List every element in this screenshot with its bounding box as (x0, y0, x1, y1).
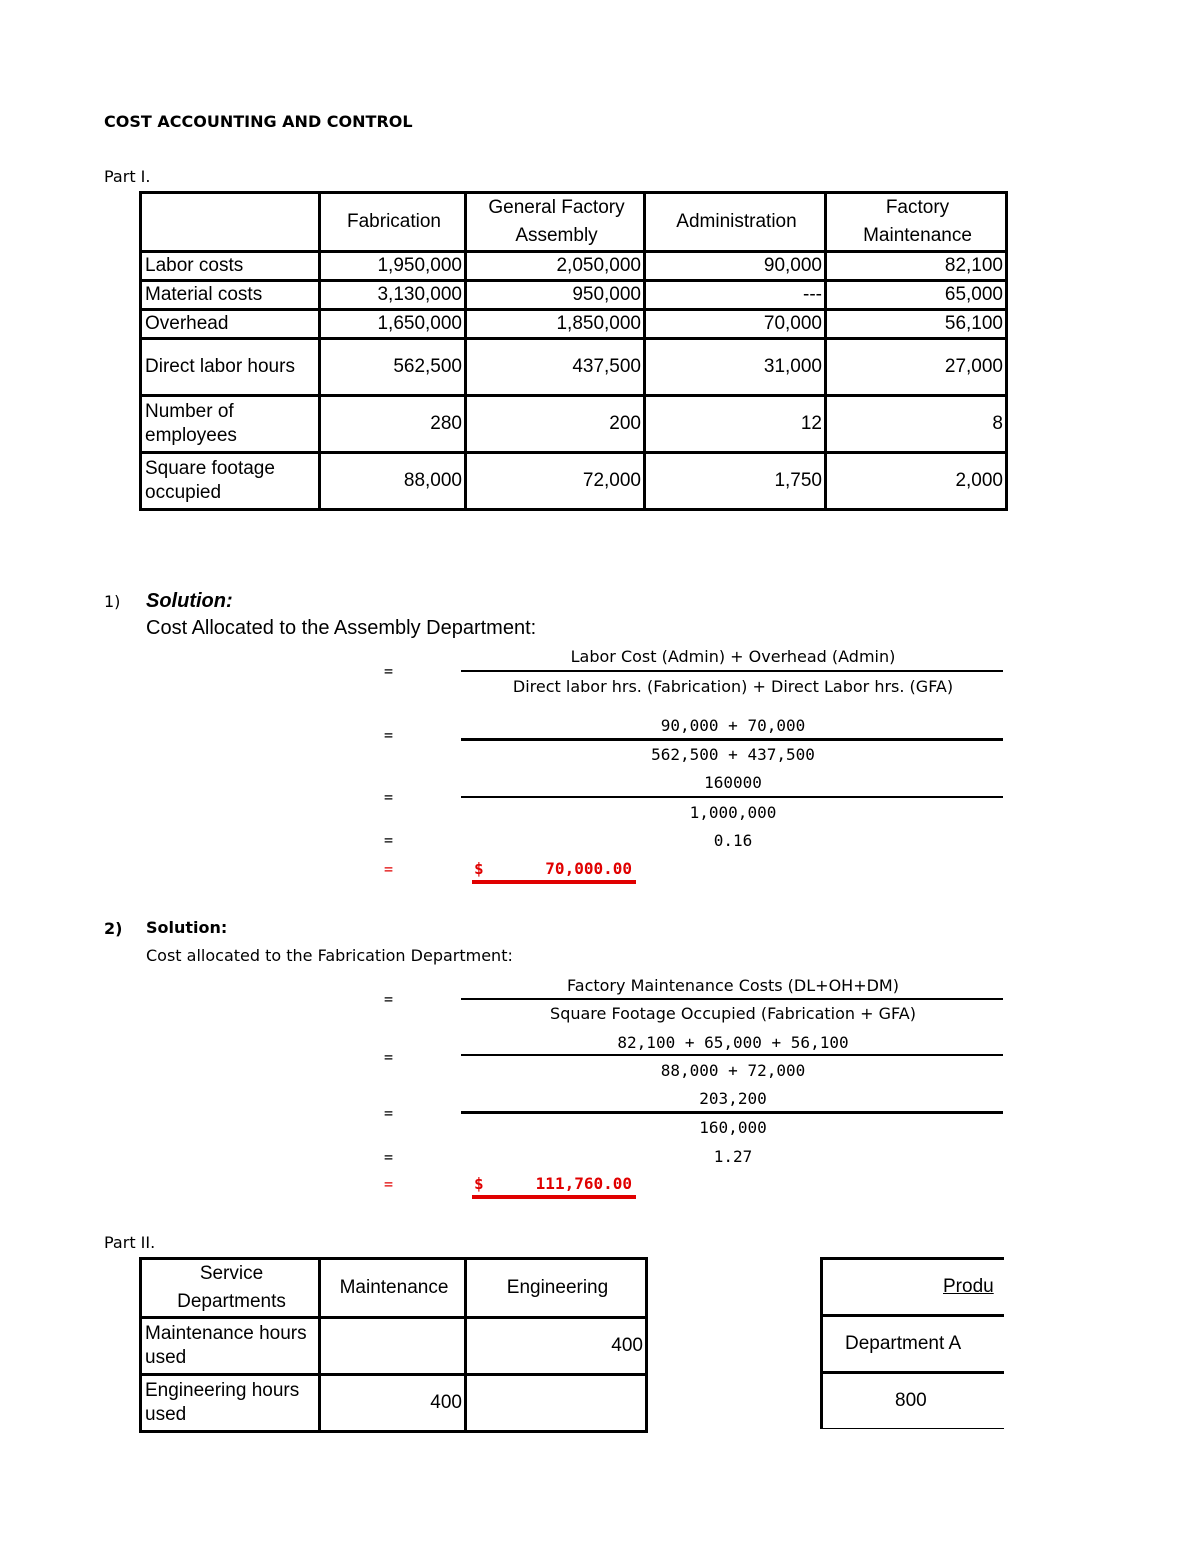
equals-sign: = (384, 990, 394, 1008)
table-header-row (141, 1259, 647, 1318)
equals-sign: = (384, 1148, 394, 1166)
header-cell (822, 1259, 1005, 1316)
sum-denominator: 160,000 (699, 1118, 767, 1137)
table-row (141, 281, 1007, 310)
table-cell: 400 (320, 1375, 466, 1432)
table-cell: 82,100 (826, 252, 1007, 281)
table-cell: 56,100 (826, 310, 1007, 339)
part-one-label: Part I. (104, 167, 151, 186)
table-cell: 1,850,000 (466, 310, 645, 339)
table-row (822, 1316, 1005, 1373)
result-amount: 70,000.00 (545, 859, 632, 878)
result-amount: 111,760.00 (535, 1174, 632, 1193)
solution-1-heading: Solution: (146, 590, 233, 612)
equals-sign: = (384, 1048, 394, 1066)
table-cell: 8 (826, 396, 1007, 453)
row-label: Maintenance hours used (141, 1318, 320, 1375)
fraction-bar (461, 738, 1003, 741)
table-cell: 562,500 (320, 339, 466, 396)
table-row (822, 1373, 1005, 1430)
header-administration: Administration (645, 193, 826, 252)
result-underline (472, 1195, 636, 1199)
result-underline (472, 880, 636, 884)
table-row (141, 396, 1007, 453)
equals-sign: = (384, 788, 394, 806)
equals-sign: = (384, 1104, 394, 1122)
table-row (141, 453, 1007, 510)
fraction-bar (461, 796, 1003, 798)
service-departments-table (139, 1257, 648, 1433)
table-row (141, 310, 1007, 339)
header-blank (141, 193, 320, 252)
allocation-ratio: 1.27 (713, 1147, 753, 1166)
solution-2-number: 2) (104, 919, 123, 938)
table-cell: 88,000 (320, 453, 466, 510)
values-numerator: 82,100 + 65,000 + 56,100 (617, 1033, 849, 1052)
table-cell (320, 1318, 466, 1375)
production-departments-clip (820, 1257, 1004, 1429)
table-cell: 400 (466, 1318, 647, 1375)
values-denominator: 88,000 + 72,000 (660, 1061, 806, 1080)
table-header-row (822, 1259, 1005, 1316)
solution-2-heading: Solution: (146, 918, 228, 937)
allocation-ratio: 0.16 (713, 831, 753, 850)
fraction-bar (461, 1054, 1003, 1056)
table-row (141, 1375, 647, 1432)
allocated-cost-result (472, 1174, 636, 1194)
table-cell: 27,000 (826, 339, 1007, 396)
sum-numerator: 203,200 (699, 1089, 767, 1108)
table-cell: 437,500 (466, 339, 645, 396)
row-label: Overhead (141, 310, 320, 339)
currency-symbol: $ (474, 1174, 484, 1193)
equals-sign: = (384, 831, 394, 849)
solution-1-subtitle: Cost Allocated to the Assembly Department: (146, 617, 537, 639)
solution-1-number: 1) (104, 592, 121, 611)
table-header-row (141, 193, 1007, 252)
currency-symbol: $ (474, 859, 484, 878)
table-row (141, 252, 1007, 281)
table-cell: 1,650,000 (320, 310, 466, 339)
header-maintenance: Maintenance (320, 1259, 466, 1318)
table-cell: 200 (466, 396, 645, 453)
table-cell: 70,000 (645, 310, 826, 339)
header-general-factory-assembly: General Factory Assembly (466, 193, 645, 252)
table-cell: 31,000 (645, 339, 826, 396)
header-fabrication: Fabrication (320, 193, 466, 252)
table-cell: 1,950,000 (320, 252, 466, 281)
row-label: Square footage occupied (141, 453, 320, 510)
values-denominator: 562,500 + 437,500 (651, 745, 815, 764)
formula-numerator: Labor Cost (Admin) + Overhead (Admin) (570, 647, 896, 666)
document-title: COST ACCOUNTING AND CONTROL (104, 112, 413, 131)
cost-data-table (139, 191, 1008, 511)
solution-2-subtitle: Cost allocated to the Fabrication Department: (146, 946, 513, 965)
row-label: Material costs (141, 281, 320, 310)
dept-a-label: Department A (822, 1316, 1005, 1373)
equals-sign: = (384, 1175, 394, 1193)
values-numerator: 90,000 + 70,000 (660, 716, 806, 735)
table-cell: 3,130,000 (320, 281, 466, 310)
row-label: Engineering hours used (141, 1375, 320, 1432)
sum-denominator: 1,000,000 (689, 803, 777, 822)
allocated-cost-result (472, 859, 636, 879)
row-label: Number of employees (141, 396, 320, 453)
production-departments-table (820, 1257, 1004, 1429)
header-engineering: Engineering (466, 1259, 647, 1318)
table-cell: --- (645, 281, 826, 310)
header-factory-maintenance: Factory Maintenance (826, 193, 1007, 252)
formula-numerator: Factory Maintenance Costs (DL+OH+DM) (567, 976, 899, 995)
row-label: Labor costs (141, 252, 320, 281)
table-cell: 2,000 (826, 453, 1007, 510)
table-cell: 12 (645, 396, 826, 453)
table-cell: 950,000 (466, 281, 645, 310)
row-label: Direct labor hours (141, 339, 320, 396)
table-cell: 280 (320, 396, 466, 453)
table-cell (466, 1375, 647, 1432)
table-row (141, 1318, 647, 1375)
table-cell: 65,000 (826, 281, 1007, 310)
dept-a-value: 800 (822, 1373, 1005, 1430)
equals-sign: = (384, 662, 394, 680)
fraction-bar (461, 670, 1003, 672)
table-cell: 2,050,000 (466, 252, 645, 281)
formula-denominator: Direct labor hrs. (Fabrication) + Direct Labor hrs. (GFA) (512, 677, 954, 696)
equals-sign: = (384, 726, 394, 744)
header-service-departments: Service Departments (141, 1259, 320, 1318)
sum-numerator: 160000 (704, 773, 762, 792)
table-cell: 90,000 (645, 252, 826, 281)
fraction-bar (461, 1111, 1003, 1114)
equals-sign: = (384, 860, 394, 878)
table-cell: 1,750 (645, 453, 826, 510)
part-two-label: Part II. (104, 1233, 156, 1252)
formula-denominator: Square Footage Occupied (Fabrication + GFA) (550, 1004, 916, 1023)
table-row (141, 339, 1007, 396)
header-production: Produ (943, 1276, 994, 1297)
fraction-bar (461, 998, 1003, 1000)
table-cell: 72,000 (466, 453, 645, 510)
